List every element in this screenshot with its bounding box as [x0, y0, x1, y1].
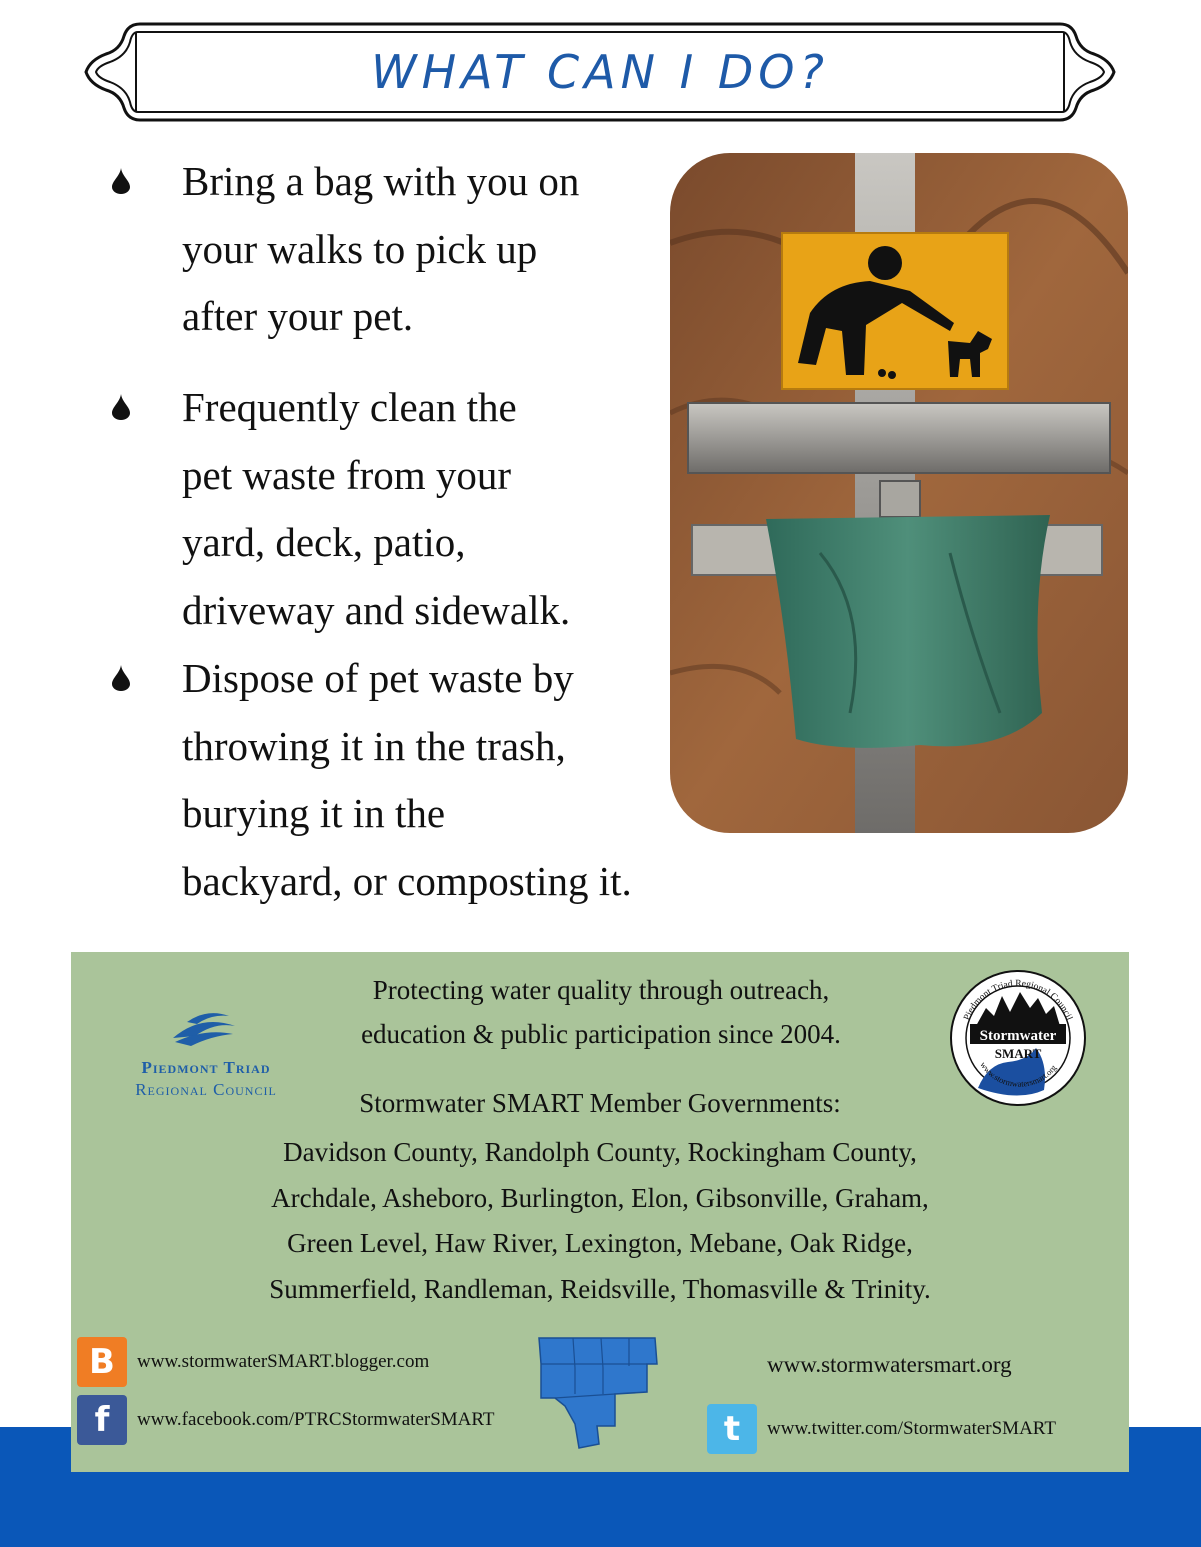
seal-center-text: Stormwater	[979, 1028, 1057, 1044]
info-panel	[71, 952, 1129, 1472]
mission-statement	[311, 968, 891, 1056]
tip-line: Bring a bag with you on	[182, 158, 580, 204]
dispenser-photo	[670, 153, 1128, 833]
twitter-link[interactable]: www.twitter.com/StormwaterSMART	[767, 1418, 1056, 1439]
members-list	[161, 1130, 1039, 1312]
list-item	[108, 374, 570, 644]
facebook-icon[interactable]: f	[77, 1395, 127, 1445]
stormwater-smart-seal	[948, 968, 1088, 1108]
tip-line: burying it in the	[182, 790, 446, 836]
blogger-link-row[interactable]	[77, 1337, 429, 1387]
tip-line: throwing it in the trash,	[182, 722, 566, 769]
title-banner	[80, 16, 1120, 128]
website-link[interactable]: www.stormwatersmart.org	[767, 1352, 1012, 1377]
facebook-link-row[interactable]	[77, 1395, 495, 1445]
water-drop-icon	[112, 665, 130, 691]
tip-line: Dispose of pet waste by	[182, 655, 574, 701]
wave-icon	[111, 996, 301, 1056]
seal-arc-top: Piedmont Triad Regional Council	[962, 978, 1074, 1022]
list-item	[108, 148, 579, 351]
mission-line: education & public participation since 2004.	[361, 1019, 841, 1049]
tip-line: backyard, or composting it.	[182, 857, 632, 904]
mission-line: Protecting water quality through outreach,	[372, 975, 830, 1005]
seal-arc-bottom: www.stormwatersmart.org	[978, 1059, 1059, 1089]
water-drop-icon	[112, 168, 130, 194]
seal-center-text-2: SMART	[994, 1046, 1042, 1061]
tip-line: after your pet.	[182, 293, 414, 339]
members-line: Archdale, Asheboro, Burlington, Elon, Gibsonville, Graham,	[271, 1182, 929, 1213]
twitter-link-row[interactable]	[707, 1404, 1056, 1454]
blogger-icon[interactable]: B	[77, 1337, 127, 1387]
members-heading: Stormwater SMART Member Governments:	[359, 1088, 841, 1118]
twitter-icon[interactable]: t	[707, 1404, 757, 1454]
members-line: Summerfield, Randleman, Reidsville, Thomasville & Trinity.	[269, 1273, 931, 1304]
tip-line: Frequently clean the	[182, 384, 517, 430]
members-line: Green Level, Haw River, Lexington, Mebane, Oak Ridge,	[287, 1228, 913, 1258]
list-item	[108, 645, 632, 915]
tip-line: yard, deck, patio,	[182, 519, 466, 565]
ptrc-name-line1: Piedmont Triad	[141, 1058, 271, 1077]
tip-line: your walks to pick up	[182, 225, 538, 272]
tip-line: pet waste from your	[182, 451, 512, 498]
members-line: Davidson County, Randolph County, Rockingham County,	[283, 1137, 917, 1167]
facebook-link[interactable]: www.facebook.com/PTRCStormwaterSMART	[137, 1409, 495, 1430]
page-title: WHAT CAN I DO?	[371, 45, 829, 99]
tip-line: driveway and sidewalk.	[182, 586, 571, 633]
blogger-link[interactable]: www.stormwaterSMART.blogger.com	[137, 1351, 430, 1372]
water-drop-icon	[112, 394, 130, 420]
ptrc-name-line2: Regional Council	[135, 1080, 277, 1099]
region-map-icon	[535, 1334, 665, 1454]
